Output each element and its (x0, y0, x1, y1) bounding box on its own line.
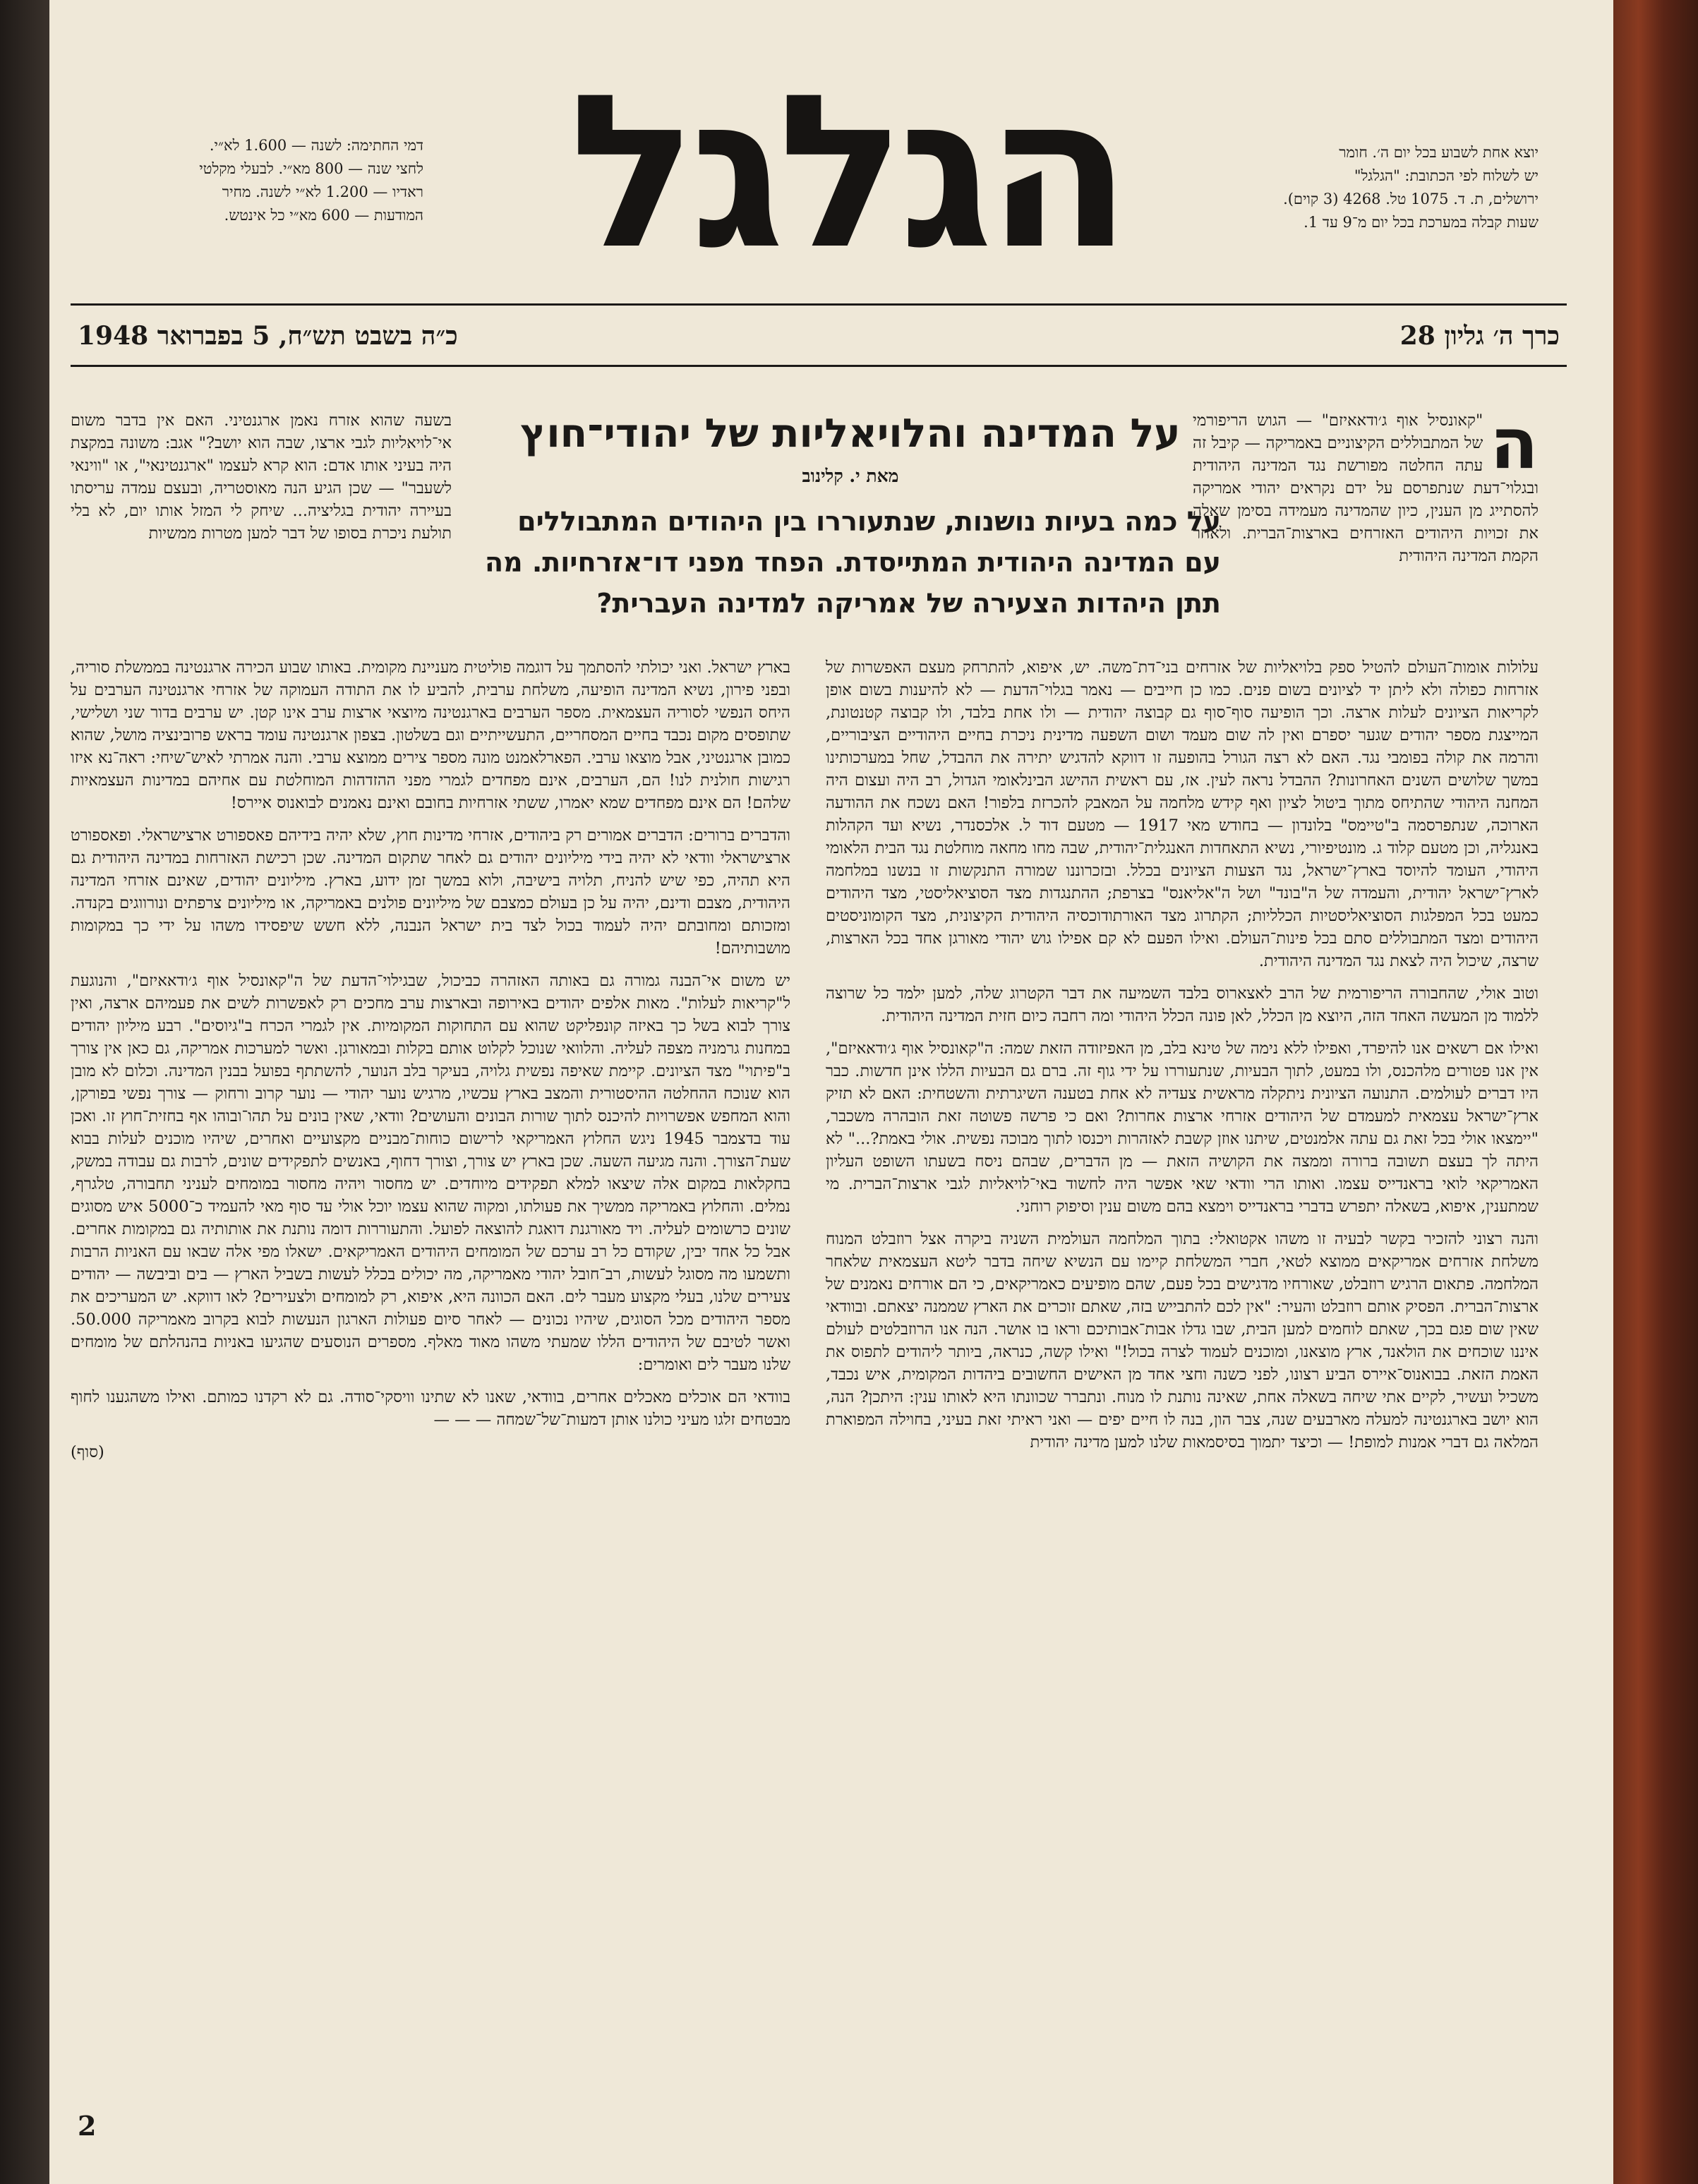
book-binding-left (0, 0, 49, 2184)
issue-bar (71, 303, 1567, 367)
paragraph: יש משום אי־הבנה גמורה גם באותה האזהרה כביכול, שבגילוי־הדעת של ה"קאונסיל אוף ג׳ודאאיזם", והנוגעת ל"קריאות לעלות". מאות אלפים יהודים באירופה ובארצות ערב מחכים רק לאפשרות לשים את פעמיהם ארצה, ואין צורך לבוא בשל כך באיזה קונפליקט שהוא עם התחוקות המקומיות. אין לגמרי הכרח ב"גיוסים". רבע מיליון יהודים במחנות גרמניה מצפה לעליה. והלוואי שנוכל לקלוט אותם בקלות ובמאורגן. ואשר למערכות אמריקה, גם כאן אין צורך ב"פיתוי" מצד הציונים. קיימת שאיפה נפשית גלויה, בעיקר בלב הנוער, להשתתף בפועל בבנין המדינה. וכלום לא מובן הוא שנוכח ההחלטה ההיסטורית והמצב בארץ עכשיו, מרגיש נוער יהודי — נוער קרוב ורחוק — צורך נפשי בפורקן, והוא המחפש אפשרויות להיכנס לתוך שורות הבונים והעושים? וודאי, שאין בונים על תהו־ובוהו אף בחזית־חוץ זו. ואכן עוד בדצמבר 1945 ניגש החלוץ האמריקאי לרישום כוחות־מבניים מקצועיים ואחרים, שיהיו מוכנים לעלות בבוא שעת־הצורך. והנה מגיעה השעה. שכן בארץ יש צורך, וצורך דחוף, באנשים לתפקידים שונים, לרבות גם עבודה במשק, בחקלאות במקום אלה שיצאו למלא תפקידים מיוחדים. יש מחסור ויהיה מחסור במומחים לעניני תחבורה, טלגרף, נמלים. והחלוץ באמריקה ממשיך את פעולתו, ומקוה שהוא עצמו יוכל אולי עד סוף מאי להעמיד כ־5000 איש מסוגים שונים כרשומים לעליה. ויד מאורגנת דואגת להוצאה לפועל. והתעוררות דומה נותנת את אותותיה גם במקומות אחרים. אבל כל אחד יבין, שקודם כל רב ערכם של המומחים היהודים האמריקאים. ישאלו מפי אלה שבאו עם האניות הרבות ותשמעו מה מסוגל לעשות, רב־חובל יהודי מאמריקה, מה יכולים בכלל לעשות בשביל הארץ — בים וביבשה — יהודים צעירים שלנו, בעלי מקצוע מעבר לים. האם הכוונה היא, איפוא, רק למומחים ולצעירים? לאו דווקא. יש המעריכים את מספר היהודים מכל הסוגים, שיהיו נכונים — לאחר סיום פעולות הארגון הנעשות לבוא בקרוב מאמריקה 50.000. ואשר לטיבם של היהודים הללו שמעתי משהו מאוד מאלף. מספרים הנוסעים שהגיעו באניות בהנהלתם של מומחים שלנו מעבר לים ואומרים: (71, 972, 790, 1374)
paragraph: "קאונסיל אוף ג׳ודאאיזם" — הגוש הריפורמי של המתבוללים הקיצוניים באמריקה — קיבל זה עתה החלטה מפורשת נגד המדינה היהודית ובגלוי־דעת שנתפרסם על ידם נקראים יהודי אמריקה להסתייג מן הענין, כיון שהמדינה מעמידה בסימן שאלה את זכויות היהודים האזרחים בארצות־הברית. ולאחר הקמת המדינה היהודית (1193, 411, 1539, 565)
paragraph: וטוב אולי, שהחבורה הריפורמית של הרב לאצארוס בלבד השמיעה את דבר הקטרוג שלה, למען ילמד כל שרוצה ללמוד מן המעשה האחד הזה, היוצא מן הכלל, לאן פונה הכלל היהודי ומה רחבה כיום חזית המדינה היהודית. (826, 984, 1539, 1025)
info-line: ירושלים, ת. ד. 1075 טל. 4268 (3 קוים). (1283, 191, 1539, 207)
paragraph: ואילו אם רשאים אנו להיפרד, ואפילו ללא נימה של טינא בלב, מן האפיזודה הזאת שמה: ה"קאונסיל אוף ג׳ודאאיזם", אין אנו פטורים מלהכנס, ולו במעט, לתוך הבעיות, שנתעוררו על ידי גוף זה. ברם גם הבעיות הללו אינן חדשות. כבר היו דברים לעולמים. התנועה הציונית ניתקלה מראשית צעדיה לא אחת בטענה השיגרתית והשטחית: האם לא תזיק ארץ־ישראל עצמאית למעמדם של היהודים אזרחי ארצות אחרות? ואם כי פרשה פשוטה זאת הובהרה משכבר, "יימצאו אולי בכל זאת גם עתה אלמנטים, שיתנו אוזן קשבת לאזהרות ויכנסו לתוך מבוכה נפשית. אולי באמת?..." לא היתה לך בעצם תשובה ברורה וממצה את הקושיה הזאת — מן הדברים, שבהם ניסח בשעתו השופט העליון האמריקאי לואי בראנדייס עצמו. ואותו הרי וודאי שאי אפשר היה לחשוד באי־לויאליות לגבי ארצות־הברית. מי שמתענין, איפוא, בשאלה יתפרש בדברי בראנדייס וימצא בהם משום ענין וסיפוק רוחני. (826, 1039, 1539, 1216)
issue-date: כ״ה בשבט תש״ח, 5 בפברואר 1948 (78, 321, 458, 351)
info-line: לחצי שנה — 800 מא״י. לבעלי מקלטי (199, 160, 423, 177)
drop-cap: ה (1490, 402, 1539, 485)
info-line: ראדיו — 1.200 לא״י לשנה. מחיר (222, 183, 423, 200)
paragraph: בוודאי הם אוכלים מאכלים אחרים, בוודאי, שאנו לא שתינו וויסקי־סודה. גם לא רקדנו כמותם. ואילו משהגענו לחוף מבטחים זלגו מעיני כולנו אותן דמעות־של־שמחה — — — (71, 1388, 790, 1429)
article-headline: על המדינה והלויאליות של יהודי־חוץ (520, 411, 1181, 457)
paragraph: והדברים ברורים: הדברים אמורים רק ביהודים, אזרחי מדינות חוץ, שלא יהיה בידיהם פאספורט ארצישראלי. ופאספורט ארצישראלי וודאי לא יהיה בידי מיליונים יהודים גם לאחר שתקום המדינה. שכן רכישת האזרחות במדינה היהודית גם היא תהיה, כפי שיש להניח, תלויה בישיבה, ולוא במשך זמן ידוע, בארץ. מיליונים יהודים, שאינם אזרחי המדינה היהודית, מצבם ודינם, יהיה על כן בעולם כמצבם של מיליונים פולנים באמריקה, או מיליונים צרפתים ונורווגים בקנדה. ומזכותם ומחובתם יהיה לעמוד בכול לצד בית ישראל הנבנה, ללא חשש שיפסידו משהו על ידי כך במקומות מושבותיהם! (71, 826, 790, 958)
book-binding-right (1613, 0, 1698, 2184)
info-line: המודעות — 600 מא״י כל אינטש. (224, 207, 423, 224)
body-column-right (826, 656, 1539, 1464)
article-byline: מאת י. קלינוב (802, 466, 899, 486)
article-subheading: על כמה בעיות נושנות, שנתעוררו בין היהודים המתבוללים עם המדינה היהודית המתייסדת. הפחד מפני דו־אזרחיות. מה תתן היהדות הצעירה של אמריקה למדינה העברית? (485, 506, 1221, 619)
paragraph: בשעה שהוא אזרח נאמן ארגנטיני. האם אין בדבר משום אי־לויאליות לגבי ארצו, שבה הוא יושב?" אגב: משונה במקצת היה בעיני אותו אדם: הוא קרא לעצמו "ארגנטינאי", או "ווינאי לשעבר" — שכן הגיע הנה מאוסטריה, ובעצם עמדה עריסתו בעיירה יהודית בגליציה... שיחק לי המזל אותו יום, לא בלי תולעת ניכרת בסופו של דבר למען מטרות ממשיות (71, 411, 452, 543)
subscription-info (71, 134, 423, 227)
info-line: שעות קבלה במערכת בכל יום מ־9 עד 1. (1303, 214, 1539, 231)
volume-issue: כרך ה׳ גליון 28 (1399, 321, 1560, 351)
article-end-mark: (סוף) (71, 1443, 104, 1461)
paragraph: עלולות אומות־העולם להטיל ספק בלויאליות של אזרחים בני־דת־משה. יש, איפוא, להתרחק מעצם האפשרות של אזרחות כפולה ולא ליתן יד לציונים בשום פנים. כמו כן חייבים — נאמר בגלוי־הדעת — לא להיענות בשום אופן לקריאות הציונים לעלות ארצה. וכך הופיעה סוף־סוף גם קבוצה יהודית — ולו אחת בלבד, ולו קבוצה קטנטונת, המייצגת מספר יהודים שגער יספרם ואין לה שום מעמד ושום השפעה מדינית ניכרת בחיים היהודיים הציבוריים, והרמה את קולה בפומבי נגד. האם לא רצה הגורל בהופעה זו דווקא להדגיש יתירה את ההבדל, שחל במערכותינו במשך שלושים השנים האחרונות? ההבדל נראה לעין. אז, עם ראשית ההישג הבינלאומי הגדול, רב היה ועצום היה המחנה היהודי שהתיחס מתוך ביטול לציון ואף קידש מלחמה על המאבק להכרזת בלפור! האם נשכח את ההודעה הארוכה, שנתפרסמה ב"טיימס" בלונדון — בחודש מאי 1917 — מטעם דוד ל. אלכסנדר, נשיא ועד הקהלות באנגליה, וכן מטעם קלוד ג. מונטיפיורי, נשיא התאחדות האנגלית־יהודית, שבה מחו מחאה מוחלטת נגד הבית הלאומי היהודי, העומד להיוסד בארץ־ישראל, נגד הצעות הציונים בכלל. ובזכרוננו שמורה התנקשות זו בנשנו במלחמה לארץ־ישראל יהודית, והעמדה של ה"בונד" ושל ה"אליאנס" בצרפת; ההתנגדות מצד הסוציאליסטי, מצד היהודים כמעט בכל המפלגות הסוציאליסטיות הכלליות; הקתרוג מצד האורתודוכסיה היהודית הקיצונית, מצד הקומוניסטים היהודים ומצד המתבוללים סתם בכל פינות־העולם. ואילו הפעם לא קם אפילו גוש יהודי מאורגן אחד בכל הארצות, שרצה, שיכול היה לצאת נגד המדינה היהודית. (826, 658, 1539, 970)
info-line: דמי החתימה: לשנה — 1.600 לא״י. (209, 137, 423, 154)
publication-info (1143, 141, 1539, 234)
page-number: 2 (78, 2110, 97, 2142)
newspaper-logo: הגלגל (569, 49, 1125, 296)
body-column-left (71, 656, 790, 1464)
newspaper-page (49, 0, 1623, 2184)
info-line: יש לשלוח לפי הכתובת: "הגלגל" (1354, 167, 1539, 184)
info-line: יוצא אחת לשבוע בכל יום ה׳. חומר (1339, 144, 1539, 161)
intro-column-left (71, 409, 452, 555)
intro-column-right (1193, 402, 1539, 577)
paragraph: והנה רצוני להזכיר בקשר לבעיה זו משהו אקטואלי: בתוך המלחמה העולמית השניה ביקרה אצל רוזבלט המנוח משלחת אזרחים אמריקאים ממוצא לטאי, חברי המשלחת קיימו עם הנשיא שיחה בדבר ליטא העצמאית שלאחר המלחמה. פתאום הרגיש רוזבלט, שאורחיו מדגישים בכל פעם, שהם מופיעים כאמריקאים, כי הם אורחים נאמנים של ארצות־הברית. הפסיק אותם רוזבלט והעיר: "אין לכם להתבייש בזה, שאתם זוכרים את הארץ שממנה יצאתם. ובוודאי שאין שום פגם בכך, שאתם לוחמים למען הבית, שבו גדלו אבות־אבותיכם וראו בו אושר. הנה אנו הרוזבלטים לעולם איננו שוכחים את הולאנד, ארץ מוצאנו, ומוכנים לעמוד לצרה בכול!" ואילו קשה, כנראה, ביותר ליהודים לתפוס את האמת הזאת. בבואנוס־איירס הביע רצונו, לפני כשנה וחצי אחד מן האישים החשובים ביהדות המקומית, איש נכבד, משכיל ועשיר, לקיים אתי שיחה בשאלה אחת, שאינה נותנת לו מנוח. ונתברר שכוונתו היא לאותו ענין: היתכן? הנה, הוא יושב בארגנטינה למעלה מארבעים שנה, צבר הון, בנה לו חיים יפים — ואני ראיתי זאת בעיני, בחוילה המפוארת המלאה גם דברי אמנות למופת! — וכיצד יתמוך בסיסמאות שלנו למען מדינה יהודית (826, 1230, 1539, 1452)
masthead (49, 42, 1623, 296)
paragraph: בארץ ישראל. ואני יכולתי להסתמך על דוגמה פוליטית מעניינת מקומית. באותו שבוע הכירה ארגנטינה בממשלת סוריה, ובפני פירון, נשיא המדינה הופיעה, משלחת ערבית, להביע לו את התודה העמוקה של אזרחי ארגנטינה הערבים על היחס הנפשי לסוריה העצמאית. מספר הערבים בארגנטינה מיוצאי ארצות ערב אינו קטן. יש ערבים בדור שני ושלישי, שתופסים מקום נכבד בחיים המסחריים, התעשייתיים וגם בשלטון. בצפון ארגנטינה עומד בראש פרובינציה מושל, שהוא כמובן ארגנטיני, אבל מוצאו ערבי. הפארלאמנט מונה מספר צירים ממוצא ערבי. והנה אמרתי לאיש־שיחי: ראה־נא איזו רגישות חולנית לנו! הם, הערבים, אינם מפחדים לגמרי מפני ההזדהות המוחלטת עם אחיהם במדינות העצמאיות שלהם! הם אינם מפחדים שמא יאמרו, ששתי אזרחיות בחובם ואינם נאמנים לבואנוס איירס! (71, 658, 790, 812)
